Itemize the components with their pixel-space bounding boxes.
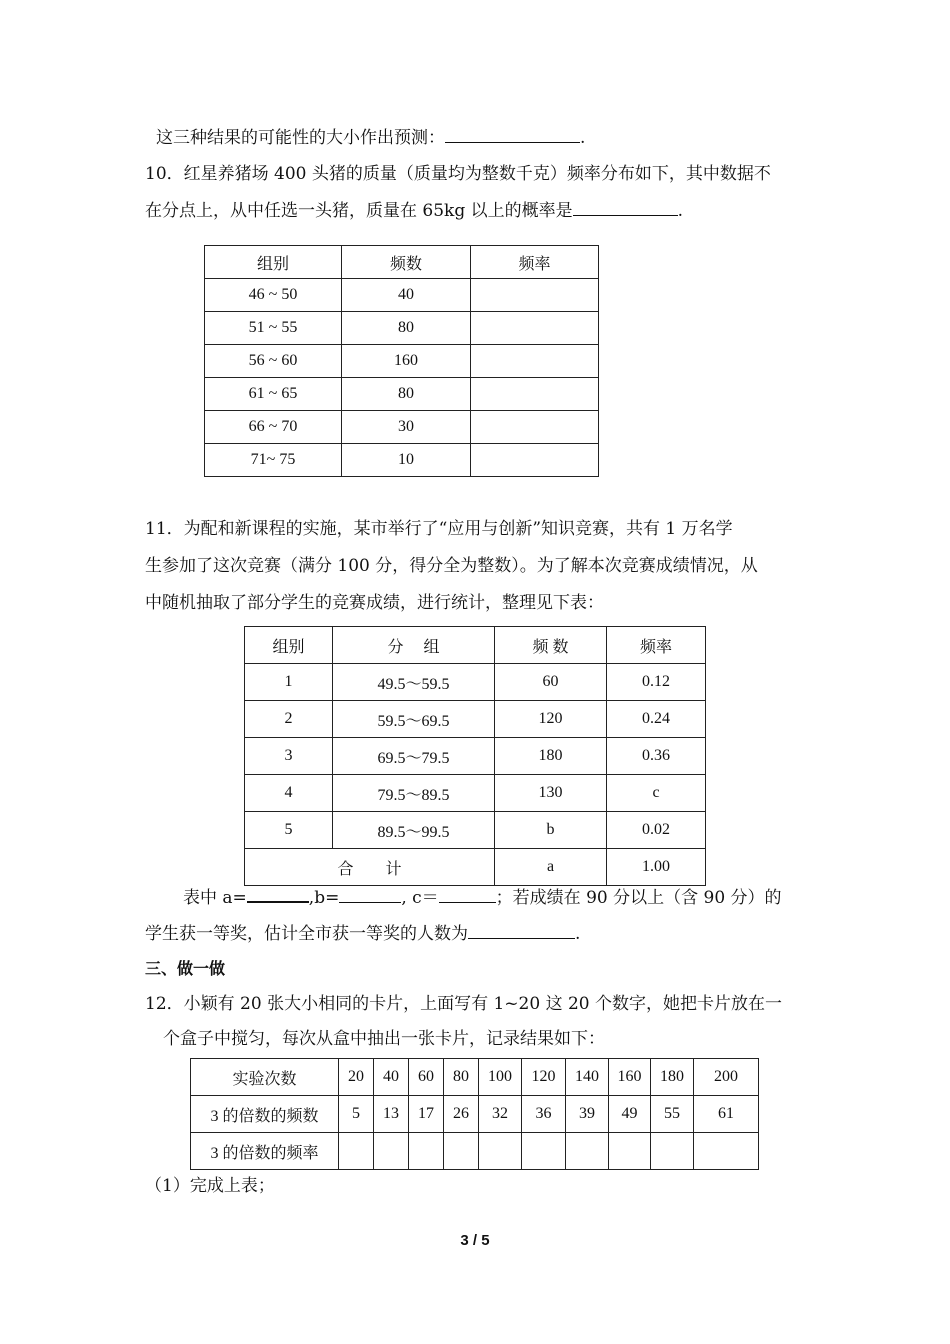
q12-rate-cell[interactable]	[479, 1133, 522, 1170]
q11-after-d-text: ；若成绩在 90 分以上（含 90 分）的	[495, 888, 782, 908]
q10-cell-count: 160	[342, 345, 471, 378]
q10-line-2-text: 在分点上，从中任选一头猪，质量在 65kg 以上的概率是	[145, 201, 573, 221]
table-row	[245, 664, 706, 701]
q12-trial-cell: 80	[444, 1059, 479, 1096]
q10-cell-freq[interactable]	[471, 312, 599, 345]
q11-cell-freq: 0.12	[607, 664, 706, 701]
q11-after-a-label: 表中 a=	[183, 888, 247, 908]
q10-cell-count: 80	[342, 312, 471, 345]
q12-trial-cell: 20	[339, 1059, 374, 1096]
q12-rate-cell[interactable]	[566, 1133, 609, 1170]
q10-cell-freq[interactable]	[471, 279, 599, 312]
table-row	[205, 279, 599, 312]
q11-header-range: 分 组	[333, 627, 495, 664]
q11-line-2: 生参加了这次竞赛（满分 100 分，得分全为整数）。为了解本次竞赛成绩情况，从	[145, 556, 758, 576]
q12-freq-cell: 36	[522, 1096, 566, 1133]
q11-total-label: 合 计	[245, 849, 495, 886]
q12-trial-cell: 60	[409, 1059, 444, 1096]
q10-cell-freq[interactable]	[471, 444, 599, 477]
q12-freq-cell: 39	[566, 1096, 609, 1133]
q12-line-2: 个盒子中搅匀，每次从盒中抽出一张卡片，记录结果如下：	[163, 1029, 605, 1049]
q11-cell-range: 79.5～89.5	[333, 775, 495, 812]
q10-cell-freq[interactable]	[471, 345, 599, 378]
q11-end: .	[575, 924, 581, 944]
q12-rate-cell[interactable]	[374, 1133, 409, 1170]
q11-blank-c[interactable]	[439, 886, 496, 903]
q11-blank-a[interactable]	[247, 885, 309, 903]
q11-cell-range: 49.5～59.5	[333, 664, 495, 701]
q11-total-freq: 1.00	[607, 849, 706, 886]
section-3-heading: 三、做一做	[145, 959, 226, 978]
q10-cell-freq[interactable]	[471, 411, 599, 444]
q12-freq-cell: 26	[444, 1096, 479, 1133]
q10-cell-group: 46 ~ 50	[205, 279, 342, 312]
q12-freq-cell: 5	[339, 1096, 374, 1133]
q12-label-freqs: 3 的倍数的频数	[191, 1096, 339, 1133]
q12-rate-cell[interactable]	[694, 1133, 759, 1170]
table-row	[245, 738, 706, 775]
q10-cell-count: 10	[342, 444, 471, 477]
q12-freq-cell: 17	[409, 1096, 444, 1133]
q12-rate-cell[interactable]	[609, 1133, 651, 1170]
q12-trial-cell: 140	[566, 1059, 609, 1096]
q11-table	[244, 626, 706, 886]
q10-line-2	[145, 199, 683, 222]
q12-line-1: 12．小颖有 20 张大小相同的卡片，上面写有 1~20 这 20 个数字，她把卡片放在一	[145, 994, 783, 1014]
q12-label-rate: 3 的倍数的频率	[191, 1133, 339, 1170]
q11-cell-freq: 0.36	[607, 738, 706, 775]
q10-end: .	[677, 201, 684, 221]
table-row	[205, 345, 599, 378]
q11-cell-group: 2	[245, 701, 333, 738]
q11-blank-b[interactable]	[339, 886, 401, 903]
q11-blank-count[interactable]	[468, 922, 575, 939]
q11-cell-range: 89.5～99.5	[333, 812, 495, 849]
q11-line-3: 中随机抽取了部分学生的竞赛成绩，进行统计，整理见下表：	[145, 593, 604, 613]
q9-answer-blank[interactable]	[445, 126, 580, 143]
q11-after-line-2	[145, 922, 580, 945]
q12-rate-cell[interactable]	[409, 1133, 444, 1170]
q10-header-freq: 频率	[471, 246, 599, 279]
q12-rate-cell[interactable]	[339, 1133, 374, 1170]
q12-trial-cell: 40	[374, 1059, 409, 1096]
q11-after-b-label: ,b=	[308, 888, 340, 908]
q10-line-1: 10．红星养猪场 400 头猪的质量（质量均为整数千克）频率分布如下，其中数据不	[145, 164, 771, 184]
q12-trial-cell: 120	[522, 1059, 566, 1096]
table-row	[205, 411, 599, 444]
q11-cell-group: 1	[245, 664, 333, 701]
table-row	[205, 378, 599, 411]
q12-freq-cell: 13	[374, 1096, 409, 1133]
q11-header-count: 频 数	[495, 627, 607, 664]
q12-rate-cell[interactable]	[522, 1133, 566, 1170]
table-row	[245, 701, 706, 738]
q11-cell-count: 60	[495, 664, 607, 701]
q10-cell-group: 71~ 75	[205, 444, 342, 477]
q10-header-group: 组别	[205, 246, 342, 279]
q11-cell-range: 59.5～69.5	[333, 701, 495, 738]
q11-cell-group: 5	[245, 812, 333, 849]
q9-end: .	[580, 128, 586, 148]
q10-header-count: 频数	[342, 246, 471, 279]
q12-freq-cell: 32	[479, 1096, 522, 1133]
q10-cell-freq[interactable]	[471, 378, 599, 411]
table-total-row	[245, 849, 706, 886]
q11-cell-count: 130	[495, 775, 607, 812]
q11-header-group: 组别	[245, 627, 333, 664]
q10-cell-count: 30	[342, 411, 471, 444]
table-row	[205, 444, 599, 477]
q12-freq-cell: 61	[694, 1096, 759, 1133]
q10-cell-group: 61 ~ 65	[205, 378, 342, 411]
table-row	[245, 812, 706, 849]
q11-after-line-1	[183, 885, 782, 909]
q12-label-trials: 实验次数	[191, 1059, 339, 1096]
q11-header-freq: 频率	[607, 627, 706, 664]
q9-tail-text: 这三种结果的可能性的大小作出预测：	[156, 128, 445, 148]
table-row	[245, 775, 706, 812]
q11-cell-group: 4	[245, 775, 333, 812]
q9-tail-line	[156, 126, 585, 149]
q10-cell-count: 80	[342, 378, 471, 411]
q11-total-count: a	[495, 849, 607, 886]
table-row	[191, 1133, 759, 1170]
q12-sub-1: （1）完成上表；	[145, 1176, 275, 1196]
q12-freq-cell: 55	[651, 1096, 694, 1133]
q12-trial-cell: 180	[651, 1059, 694, 1096]
q11-cell-count: b	[495, 812, 607, 849]
table-header-row	[205, 246, 599, 279]
table-header-row	[245, 627, 706, 664]
q12-table	[190, 1058, 759, 1170]
q12-trial-cell: 160	[609, 1059, 651, 1096]
q10-cell-count: 40	[342, 279, 471, 312]
q11-line-1: 11．为配和新课程的实施，某市举行了“应用与创新”知识竞赛，共有 1 万名学	[145, 519, 733, 539]
q11-cell-group: 3	[245, 738, 333, 775]
q11-cell-freq: 0.02	[607, 812, 706, 849]
q10-cell-group: 66 ~ 70	[205, 411, 342, 444]
q11-cell-count: 180	[495, 738, 607, 775]
table-row	[191, 1096, 759, 1133]
q12-rate-cell[interactable]	[651, 1133, 694, 1170]
table-row	[191, 1059, 759, 1096]
q12-trial-cell: 100	[479, 1059, 522, 1096]
q12-freq-cell: 49	[609, 1096, 651, 1133]
q11-cell-count: 120	[495, 701, 607, 738]
q10-cell-group: 51 ~ 55	[205, 312, 342, 345]
q10-answer-blank[interactable]	[573, 199, 678, 216]
page-number: 3 / 5	[460, 1232, 490, 1249]
q11-after-c-label: , c＝	[401, 888, 439, 908]
table-row	[205, 312, 599, 345]
q12-trial-cell: 200	[694, 1059, 759, 1096]
q10-table	[204, 245, 599, 477]
q11-after-2-text: 学生获一等奖，估计全市获一等奖的人数为	[145, 924, 468, 944]
q11-cell-range: 69.5～79.5	[333, 738, 495, 775]
q11-cell-freq: c	[607, 775, 706, 812]
q12-rate-cell[interactable]	[444, 1133, 479, 1170]
q10-cell-group: 56 ~ 60	[205, 345, 342, 378]
q11-cell-freq: 0.24	[607, 701, 706, 738]
